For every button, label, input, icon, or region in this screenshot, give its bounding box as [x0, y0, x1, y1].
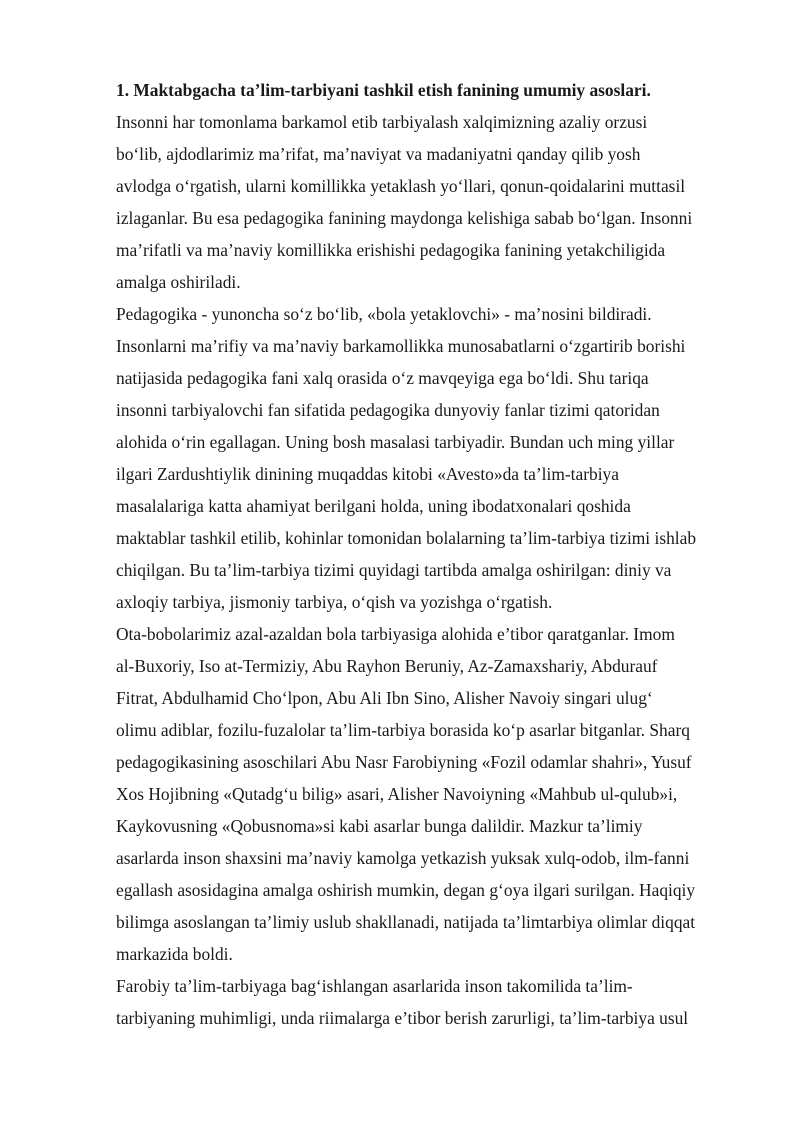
section-heading: 1. Maktabgacha ta’lim-tarbiyani tashkil etish fanining umumiy asoslari.	[116, 80, 651, 100]
text-line: bilimga asoslangan ta’limiy uslub shakllanadi, natijada ta’limtarbiya olimlar diqqat	[116, 912, 696, 932]
text-line: Xos Hojibning «Qutadg‘u bilig» asari, Alisher Navoiyning «Mahbub ul-qulub»i,	[116, 784, 678, 804]
text-line: masalalariga katta ahamiyat berilgani holda, uning ibodatxonalari qoshida	[116, 496, 631, 516]
text-line: egallash asosidagina amalga oshirish mumkin, degan g‘oya ilgari surilgan. Haqiqiy	[116, 880, 696, 900]
text-line: alohida o‘rin egallagan. Uning bosh masalasi tarbiyadir. Bundan uch ming yillar	[116, 432, 675, 452]
text-line: markazida boldi.	[116, 944, 233, 964]
text-line: asarlarda inson shaxsini ma’naviy kamolga yetkazish yuksak xulq-odob, ilm-fanni	[116, 848, 690, 868]
paragraph-list	[116, 106, 746, 1034]
paragraph	[116, 298, 746, 618]
text-line: bo‘lib, ajdodlarimiz ma’rifat, ma’naviyat va madaniyatni qanday qilib yosh	[116, 144, 641, 164]
text-line: chiqilgan. Bu ta’lim-tarbiya tizimi quyidagi tartibda amalga oshirilgan: diniy va	[116, 560, 672, 580]
text-line: Fitrat, Abdulhamid Cho‘lpon, Abu Ali Ibn Sino, Alisher Navoiy singari ulug‘	[116, 688, 653, 708]
text-line: maktablar tashkil etilib, kohinlar tomonidan bolalarning ta’lim-tarbiya tizimi ishlab	[116, 528, 697, 548]
text-line: amalga oshiriladi.	[116, 272, 241, 292]
text-line: al-Buxoriy, Iso at-Termiziy, Abu Rayhon Beruniy, Az-Zamaxshariy, Abdurauf	[116, 656, 658, 676]
text-line: Ota-bobolarimiz azal-azaldan bola tarbiyasiga alohida e’tibor qaratganlar. Imom	[116, 624, 675, 644]
text-line: ma’rifatli va ma’naviy komillikka erishishi pedagogika fanining yetakchiligida	[116, 240, 666, 260]
text-line: axloqiy tarbiya, jismoniy tarbiya, o‘qish va yozishga o‘rgatish.	[116, 592, 553, 612]
text-line: Insonlarni ma’rifiy va ma’naviy barkamollikka munosabatlarni o‘zgartirib borishi	[116, 336, 686, 356]
text-line: ilgari Zardushtiylik dinining muqaddas kitobi «Avesto»da ta’lim-tarbiya	[116, 464, 619, 484]
text-line: insonni tarbiyalovchi fan sifatida pedagogika dunyoviy fanlar tizimi qatoridan	[116, 400, 660, 420]
paragraph	[116, 618, 746, 970]
text-line: natijasida pedagogika fani xalq orasida o‘z mavqeyiga ega bo‘ldi. Shu tariqa	[116, 368, 649, 388]
text-line: Farobiy ta’lim-tarbiyaga bag‘ishlangan asarlarida inson takomilida ta’lim-	[116, 976, 633, 996]
text-line: Pedagogika - yunoncha so‘z bo‘lib, «bola yetaklovchi» - ma’nosini bildiradi.	[116, 304, 652, 324]
document-body	[116, 74, 746, 1034]
text-line: izlaganlar. Bu esa pedagogika fanining maydonga kelishiga sabab bo‘lgan. Insonni	[116, 208, 693, 228]
text-line: tarbiyaning muhimligi, unda riimalarga e’tibor berish zarurligi, ta’lim-tarbiya usul	[116, 1008, 689, 1028]
text-line: avlodga o‘rgatish, ularni komillikka yetaklash yo‘llari, qonun-qoidalarini muttasil	[116, 176, 686, 196]
text-line: pedagogikasining asoschilari Abu Nasr Farobiyning «Fozil odamlar shahri», Yusuf	[116, 752, 692, 772]
text-line: Insonni har tomonlama barkamol etib tarbiyalash xalqimizning azaliy orzusi	[116, 112, 648, 132]
text-line: olimu adiblar, fozilu-fuzalolar ta’lim-tarbiya borasida ko‘p asarlar bitganlar. Sharq	[116, 720, 690, 740]
paragraph	[116, 106, 746, 298]
text-line: Kaykovusning «Qobusnoma»si kabi asarlar bunga dalildir. Mazkur ta’limiy	[116, 816, 643, 836]
paragraph	[116, 970, 746, 1034]
